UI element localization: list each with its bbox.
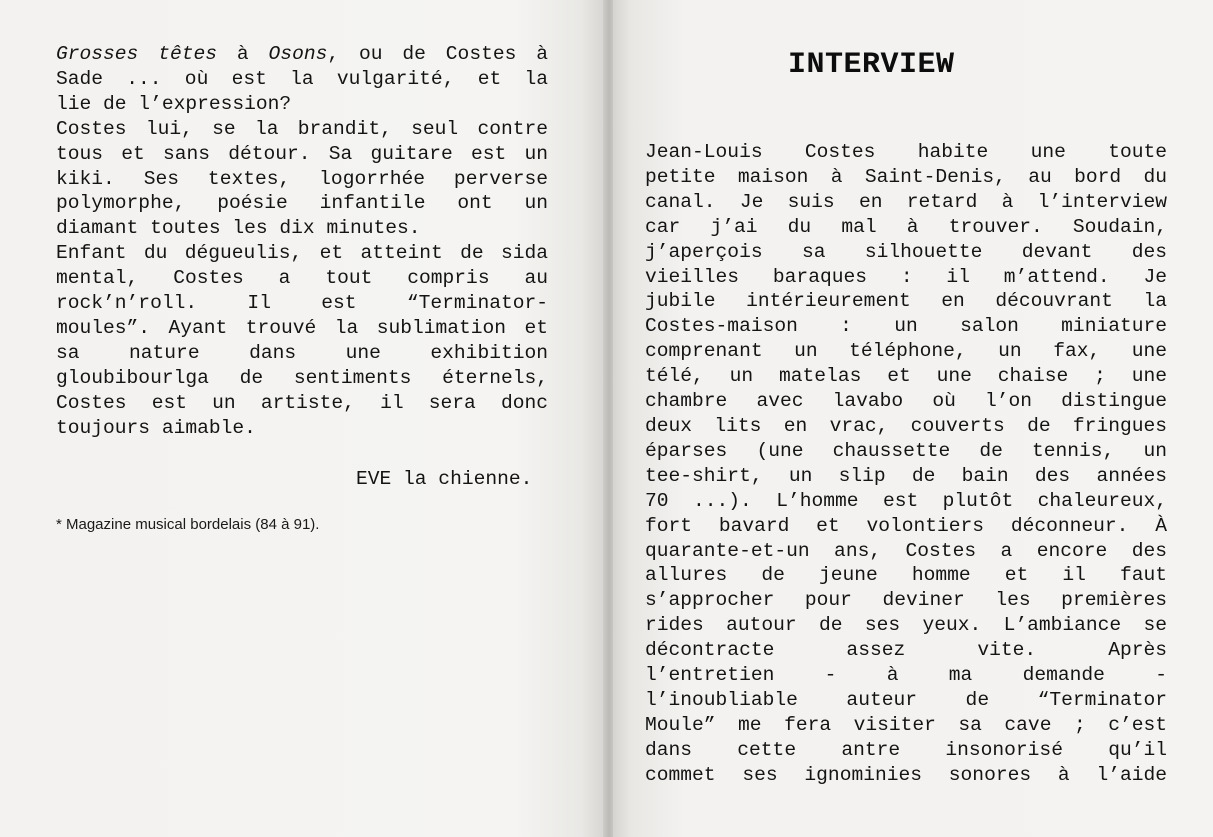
right-line-9: comprenant un téléphone, un fax, une [645,340,1167,363]
italic-title-grosses-tetes: Grosses têtes [56,43,217,65]
left-line-14: gloubibourlga de sentiments éternels, [56,366,548,389]
left-line-2: Sade ... où est la vulgarité, et la [56,67,548,90]
left-line-6: kiki. Ses textes, logorrhée perverse [56,167,548,190]
right-line-11: chambre avec lavabo où l’on distingue [645,390,1167,413]
right-line-25: dans cette antre insonorisé qu’il [645,738,1167,761]
left-line-11: rock’n’roll. Il est “Terminator- [56,292,548,315]
right-line-22: l’entretien - à ma demande - [645,664,1167,687]
left-line-1 [56,42,548,67]
right-line-20: rides autour de ses yeux. L’ambiance se [645,614,1167,637]
left-line-1-text-b: , ou de Costes à [327,43,549,65]
right-line-14: tee-shirt, un slip de bain des années [645,464,1167,487]
right-line-26: commet ses ignominies sonores à l’aide [645,763,1167,786]
signature: EVE la chienne. [356,468,533,490]
page-title: INTERVIEW [788,48,955,82]
right-line-19: s’approcher pour deviner les premières [645,589,1167,612]
right-line-10: télé, un matelas et une chaise ; une [645,365,1167,388]
italic-title-osons: Osons [268,43,328,65]
left-line-7: polymorphe, poésie infantile ont un [56,192,548,215]
right-line-21: décontracte assez vite. Après [645,639,1167,662]
left-line-5: tous et sans détour. Sa guitare est un [56,142,548,165]
right-line-4: car j’ai du mal à trouver. Soudain, [645,215,1167,238]
right-line-6: vieilles baraques : il m’attend. Je [645,265,1167,288]
right-line-5: j’aperçois sa silhouette devant des [645,240,1167,263]
right-line-2: petite maison à Saint-Denis, au bord du [645,165,1167,188]
left-page [0,0,605,837]
left-line-10: mental, Costes a tout compris au [56,267,548,290]
right-line-17: quarante-et-un ans, Costes a encore des [645,539,1167,562]
right-line-3: canal. Je suis en retard à l’interview [645,190,1167,213]
left-line-1-text-a: à [217,43,269,65]
left-line-4: Costes lui, se la brandit, seul contre [56,117,548,140]
left-line-16: toujours aimable. [56,416,256,439]
left-line-9: Enfant du dégueulis, et atteint de sida [56,242,548,265]
left-page-body [56,42,548,441]
right-line-23: l’inoubliable auteur de “Terminator [645,688,1167,711]
right-line-15: 70 ...). L’homme est plutôt chaleureux, [645,489,1167,512]
left-line-15: Costes est un artiste, il sera donc [56,391,548,414]
right-line-12: deux lits en vrac, couverts de fringues [645,414,1167,437]
footnote: * Magazine musical bordelais (84 à 91). [56,516,320,533]
left-line-12: moules”. Ayant trouvé la sublimation et [56,316,548,339]
right-line-13: éparses (une chaussette de tennis, un [645,439,1167,462]
left-line-3: lie de l’expression? [56,92,292,115]
right-page-body [645,140,1167,788]
right-line-7: jubile intérieurement en découvrant la [645,290,1167,313]
right-line-24: Moule” me fera visiter sa cave ; c’est [645,713,1167,736]
right-line-1: Jean-Louis Costes habite une toute [645,141,1167,163]
right-line-16: fort bavard et volontiers déconneur. À [645,514,1167,537]
right-line-8: Costes-maison : un salon miniature [645,315,1167,338]
left-line-13: sa nature dans une exhibition [56,341,548,364]
left-line-8: diamant toutes les dix minutes. [56,217,421,240]
right-line-18: allures de jeune homme et il faut [645,564,1167,587]
